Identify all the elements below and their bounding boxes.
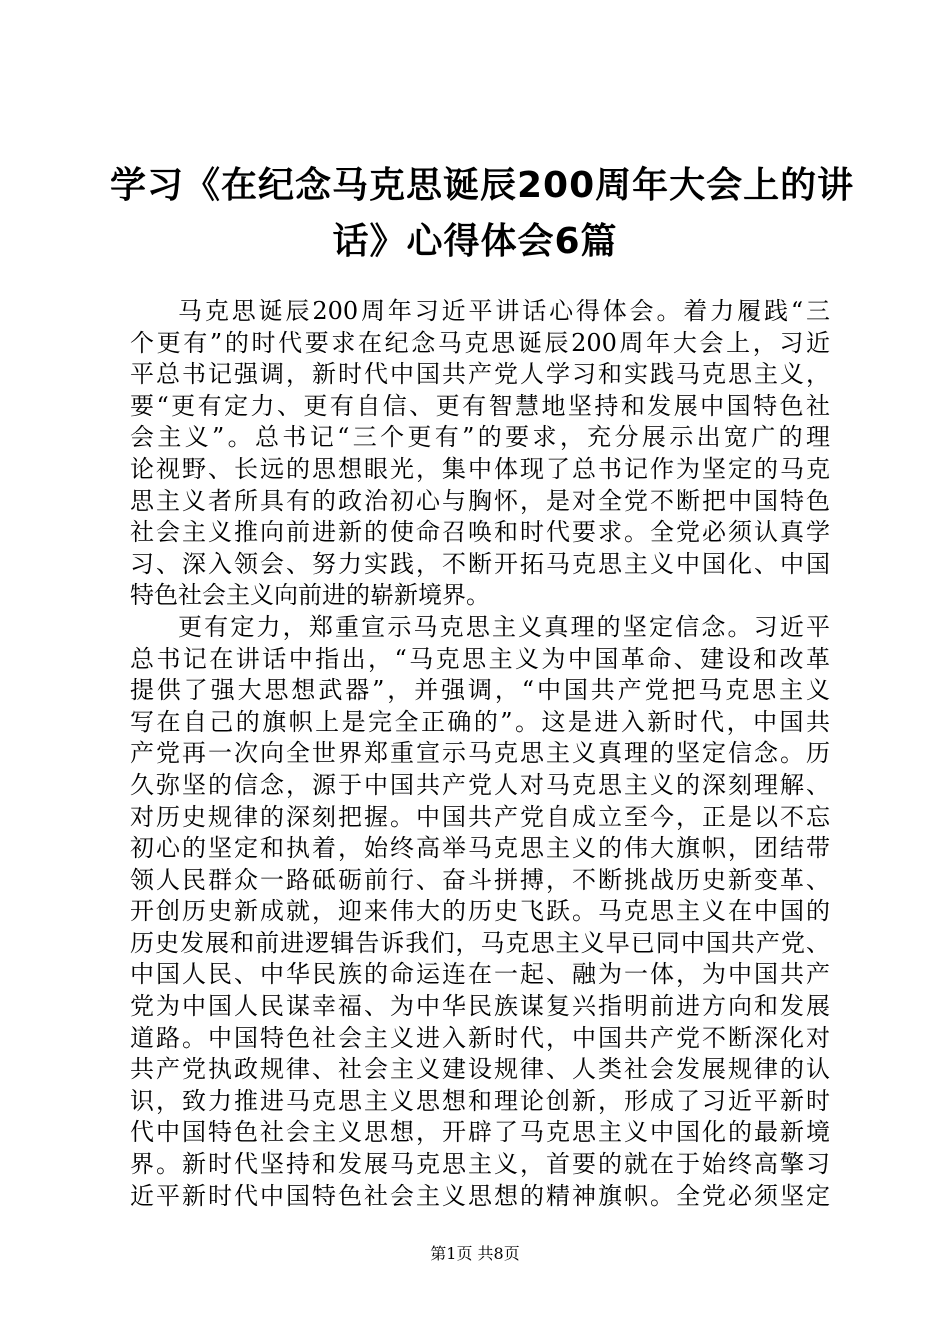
text-line: 要“更有定力、更有自信、更有智慧地坚持和发展中国特色社 <box>130 391 830 420</box>
text-line: 初心的坚定和执着，始终高举马克思主义的伟大旗帜，团结带 <box>130 834 830 863</box>
text-line: 党为中国人民谋幸福、为中华民族谋复兴指明前进方向和发展 <box>130 992 830 1021</box>
text-line: 领人民群众一路砥砺前行、奋斗拼搏，不断挑战历史新变革、 <box>130 865 830 894</box>
text-line: 思主义者所具有的政治初心与胸怀，是对全党不断把中国特色 <box>130 486 830 515</box>
text-line: 久弥坚的信念，源于中国共产党人对马克思主义的深刻理解、 <box>130 770 830 799</box>
text-line: 道路。中国特色社会主义进入新时代，中国共产党不断深化对 <box>130 1023 830 1052</box>
text-line: 识，致力推进马克思主义思想和理论创新，形成了习近平新时 <box>130 1086 830 1115</box>
text-line: 更有定力，郑重宣示马克思主义真理的坚定信念。习近平 <box>178 612 830 641</box>
text-line: 马克思诞辰200周年习近平讲话心得体会。着力履践“三 <box>178 297 830 325</box>
text-line: 平总书记强调，新时代中国共产党人学习和实践马克思主义， <box>130 360 830 389</box>
paragraph-1 <box>130 296 830 612</box>
paragraph-2 <box>130 612 830 1212</box>
page-number-footer: 第1页 共8页 <box>430 1244 520 1263</box>
text-line: 开创历史新成就，迎来伟大的历史飞跃。马克思主义在中国的 <box>130 897 830 926</box>
text-line: 历史发展和前进逻辑告诉我们，马克思主义早已同中国共产党、 <box>130 928 830 957</box>
document-title <box>110 158 855 270</box>
text-line: 产党再一次向全世界郑重宣示马克思主义真理的坚定信念。历 <box>130 739 830 768</box>
text-line: 中国人民、中华民族的命运连在一起、融为一体，为中国共产 <box>130 960 830 989</box>
text-line: 界。新时代坚持和发展马克思主义，首要的就在于始终高擎习 <box>130 1150 830 1179</box>
text-line: 写在自己的旗帜上是完全正确的”。这是进入新时代，中国共 <box>130 707 830 736</box>
text-line: 共产党执政规律、社会主义建设规律、人类社会发展规律的认 <box>130 1055 830 1084</box>
text-line: 近平新时代中国特色社会主义思想的精神旗帜。全党必须坚定 <box>130 1181 830 1210</box>
title-line: 话》心得体会6篇 <box>332 221 618 262</box>
text-line: 代中国特色社会主义思想，开辟了马克思主义中国化的最新境 <box>130 1118 830 1147</box>
title-line: 学习《在纪念马克思诞辰200周年大会上的讲 <box>110 165 855 206</box>
text-line: 论视野、长远的思想眼光，集中体现了总书记作为坚定的马克 <box>130 454 830 483</box>
text-line: 特色社会主义向前进的崭新境界。 <box>130 581 490 610</box>
text-line: 个更有”的时代要求在纪念马克思诞辰200周年大会上，习近 <box>130 328 830 357</box>
text-line: 总书记在讲话中指出，“马克思主义为中国革命、建设和改革 <box>130 644 830 673</box>
text-line: 提供了强大思想武器”，并强调，“中国共产党把马克思主义 <box>130 676 830 705</box>
text-line: 会主义”。总书记“三个更有”的要求，充分展示出宽广的理 <box>130 423 830 452</box>
document-body <box>130 296 830 1212</box>
text-line: 社会主义推向前进新的使命召唤和时代要求。全党必须认真学 <box>130 518 830 547</box>
text-line: 习、深入领会、努力实践，不断开拓马克思主义中国化、中国 <box>130 549 830 578</box>
text-line: 对历史规律的深刻把握。中国共产党自成立至今，正是以不忘 <box>130 802 830 831</box>
